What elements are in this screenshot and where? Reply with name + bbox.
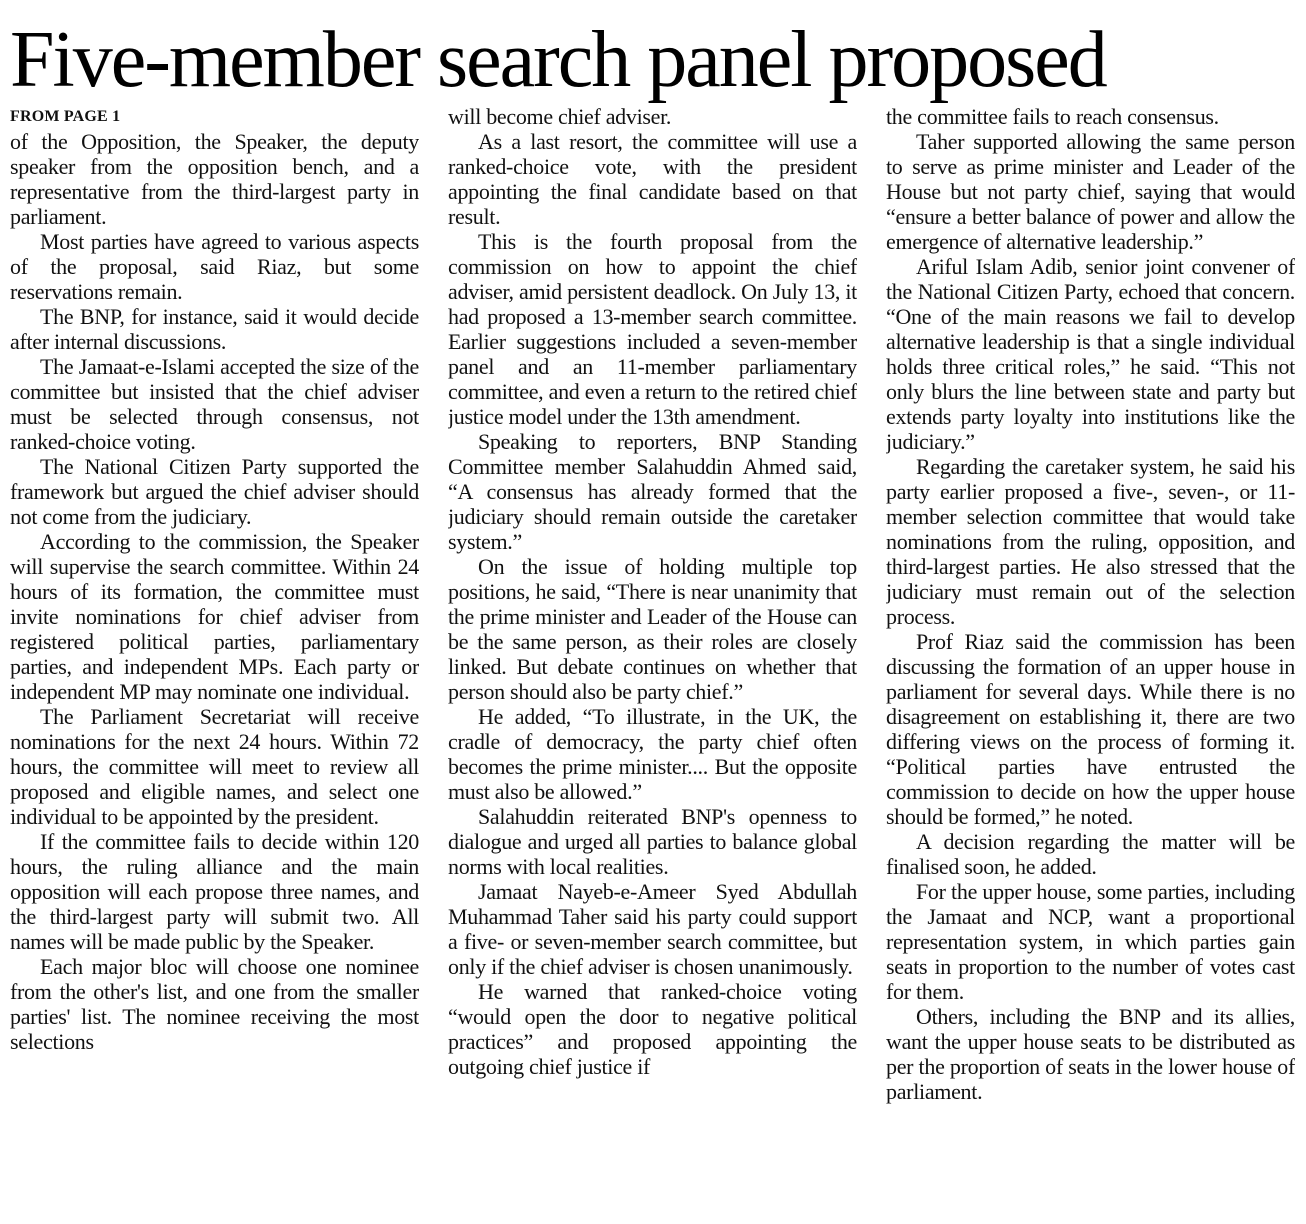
paragraph: Most parties have agreed to various aspects of the proposal, said Riaz, but some reservations remain. xyxy=(10,229,419,304)
paragraph: The National Citizen Party supported the framework but argued the chief adviser should not come from the judiciary. xyxy=(10,454,419,529)
paragraph: The BNP, for instance, said it would decide after internal discussions. xyxy=(10,304,419,354)
continuation-kicker: FROM PAGE 1 xyxy=(10,108,121,125)
paragraph: A decision regarding the matter will be finalised soon, he added. xyxy=(886,829,1295,879)
paragraph: will become chief adviser. xyxy=(448,104,672,129)
paragraph: Ariful Islam Adib, senior joint convener of the National Citizen Party, echoed that concern. “One of the main reasons we fail to develop alternative leadership is that a single individual holds three critical roles,” he said. “This not only blurs the line between state and party but extends party loyalty into institutions like the judiciary.” xyxy=(886,254,1295,454)
paragraph: the committee fails to reach consensus. xyxy=(886,104,1219,129)
headline: Five-member search panel proposed xyxy=(10,16,1106,104)
paragraph: Each major bloc will choose one nominee from the other's list, and one from the smaller parties' list. The nominee receiving the most selections xyxy=(10,954,419,1054)
article-column-2 xyxy=(448,104,857,1216)
paragraph: For the upper house, some parties, including the Jamaat and NCP, want a proportional representation system, in which parties gain seats in proportion to the number of votes cast for them. xyxy=(886,879,1295,1004)
paragraph: Jamaat Nayeb-e-Ameer Syed Abdullah Muhammad Taher said his party could support a five- or seven-member search committee, but only if the chief adviser is chosen unanimously. xyxy=(448,879,857,979)
paragraph: As a last resort, the committee will use a ranked-choice vote, with the president appointing the final candidate based on that result. xyxy=(448,129,857,229)
paragraph: Others, including the BNP and its allies, want the upper house seats to be distributed as per the proportion of seats in the lower house of parliament. xyxy=(886,1004,1295,1104)
paragraph: If the committee fails to decide within 120 hours, the ruling alliance and the main opposition will each propose three names, and the third-largest party will submit two. All names will be made public by the Speaker. xyxy=(10,829,419,954)
article-column-3 xyxy=(886,104,1295,1216)
paragraph: Speaking to reporters, BNP Standing Committee member Salahuddin Ahmed said, “A consensus has already formed that the judiciary should remain outside the caretaker system.” xyxy=(448,429,857,554)
paragraph: This is the fourth proposal from the commission on how to appoint the chief adviser, amid persistent deadlock. On July 13, it had proposed a 13-member search committee. Earlier suggestions included a seven-member panel and an 11-member parliamentary committee, and even a return to the retired chief justice model under the 13th amendment. xyxy=(448,229,857,429)
paragraph: According to the commission, the Speaker will supervise the search committee. Within 24 hours of its formation, the committee must invite nominations for chief adviser from registered political parties, parliamentary parties, and independent MPs. Each party or independent MP may nominate one individual. xyxy=(10,529,419,704)
paragraph: Prof Riaz said the commission has been discussing the formation of an upper house in parliament for several days. While there is no disagreement on establishing it, there are two differing views on the process of forming it. “Political parties have entrusted the commission to decide on how the upper house should be formed,” he noted. xyxy=(886,629,1295,829)
paragraph: The Jamaat-e-Islami accepted the size of the committee but insisted that the chief adviser must be selected through consensus, not ranked-choice voting. xyxy=(10,354,419,454)
paragraph: of the Opposition, the Speaker, the deputy speaker from the opposition bench, and a representative from the third-largest party in parliament. xyxy=(10,129,419,229)
paragraph: He added, “To illustrate, in the UK, the cradle of democracy, the party chief often becomes the prime minister.... But the opposite must also be allowed.” xyxy=(448,704,857,804)
paragraph: Salahuddin reiterated BNP's openness to dialogue and urged all parties to balance global norms with local realities. xyxy=(448,804,857,879)
article-column-1 xyxy=(10,104,419,1216)
paragraph: On the issue of holding multiple top positions, he said, “There is near unanimity that the prime minister and Leader of the House can be the same person, as their roles are closely linked. But debate continues on whether that person should also be party chief.” xyxy=(448,554,857,704)
paragraph: The Parliament Secretariat will receive nominations for the next 24 hours. Within 72 hours, the committee will meet to review all proposed and eligible names, and select one individual to be appointed by the president. xyxy=(10,704,419,829)
paragraph: He warned that ranked-choice voting “would open the door to negative political practices” and proposed appointing the outgoing chief justice if xyxy=(448,979,857,1079)
paragraph: Regarding the caretaker system, he said his party earlier proposed a five-, seven-, or 11-member selection committee that would take nominations from the ruling, opposition, and third-largest parties. He also stressed that the judiciary must remain out of the selection process. xyxy=(886,454,1295,629)
paragraph: Taher supported allowing the same person to serve as prime minister and Leader of the House but not party chief, saying that would “ensure a better balance of power and allow the emergence of alternative leadership.” xyxy=(886,129,1295,254)
